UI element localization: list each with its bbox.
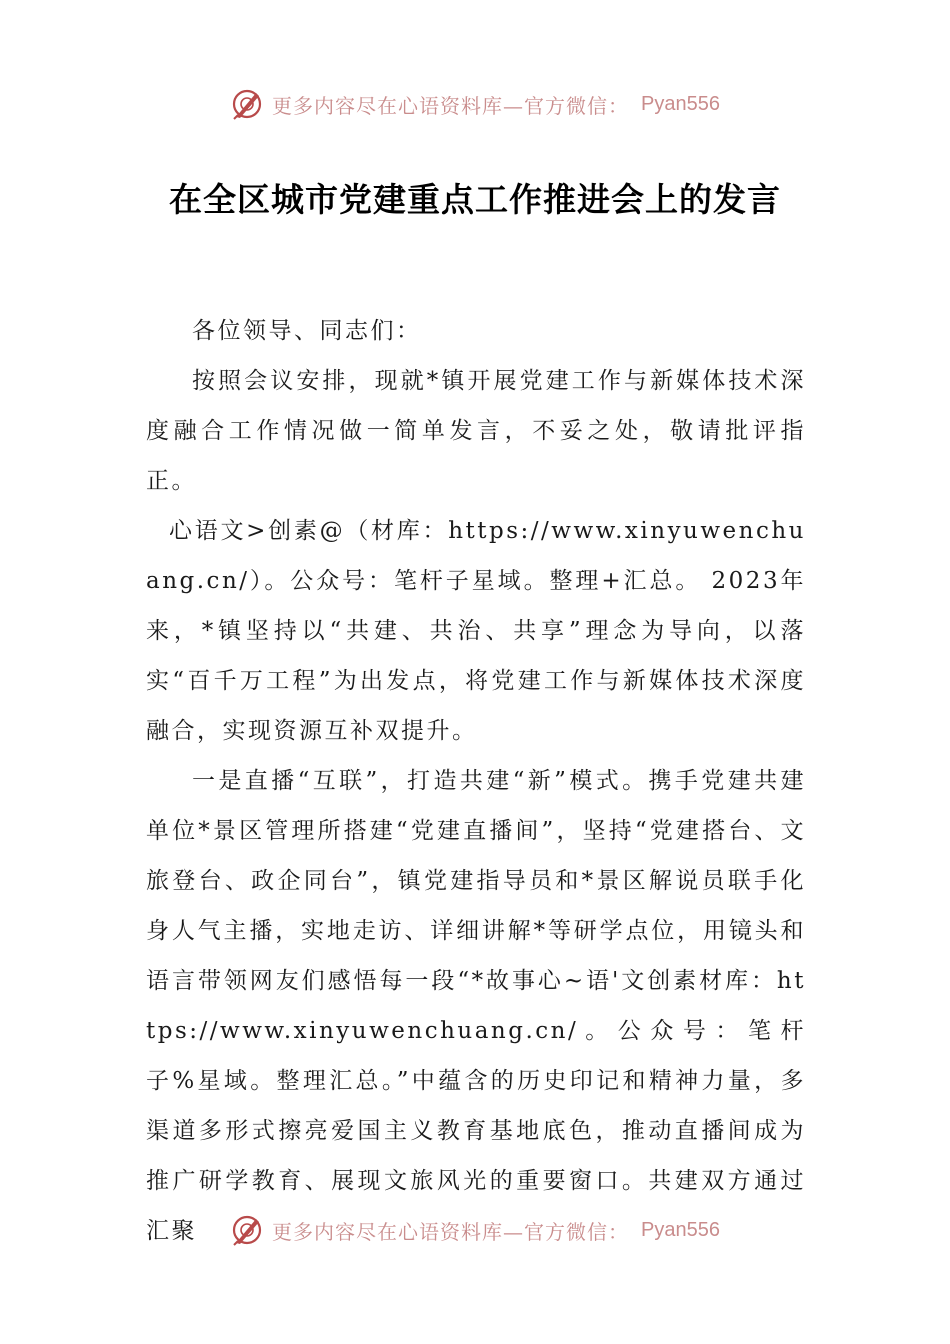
header-watermark [0, 84, 950, 124]
paragraph-intro: 按照会议安排，现就*镇开展党建工作与新媒体技术深度融合工作情况做一简单发言，不妥之处，敬请批评指正。 [146, 368, 806, 494]
footer-watermark [0, 1210, 950, 1250]
document-body [146, 306, 806, 1256]
watermark-wechat-id: Pyan556 [641, 1218, 720, 1241]
paragraph-overview: 心语文>创素@（材库：https://www.xinyuwenchuang.cn/）。公众号：笔杆子星域。整理+汇总。 2023年来，*镇坚持以“共建、共治、共享”理念为导向，以落实“百千万工程”为出发点，将党建工作与新媒体技术深度融合，实现资源互补双提升。 [146, 518, 806, 744]
watermark-text: 更多内容尽在心语资料库—官方微信： [272, 93, 630, 118]
watermark-text: 更多内容尽在心语资料库—官方微信： [272, 1219, 630, 1244]
paragraph-salutation: 各位领导、同志们： [192, 318, 422, 344]
paragraph-point-one: 一是直播“互联”，打造共建“新”模式。携手党建共建单位*景区管理所搭建“党建直播间”，坚持“党建搭台、文旅登台、政企同台”，镇党建指导员和*景区解说员联手化身人气主播，实地走访、详细讲解*等研学点位，用镜头和语言带领网友们感悟每一段“*故事心~语'文创素材库：https://www.xinyuwenchuang.cn/。公众号：笔杆子%星域。整理汇总。”中蕴含的历史印记和精神力量，多渠道多形式擦亮爱国主义教育基地底色，推动直播间成为推广研学教育、展现文旅风光的重要窗口。共建双方通过汇聚 [146, 768, 806, 1244]
watermark-wechat-id: Pyan556 [641, 92, 720, 115]
quill-logo-icon [230, 87, 264, 121]
quill-logo-icon [230, 1213, 264, 1247]
document-title: 在全区城市党建重点工作推进会上的发言 [169, 180, 781, 219]
